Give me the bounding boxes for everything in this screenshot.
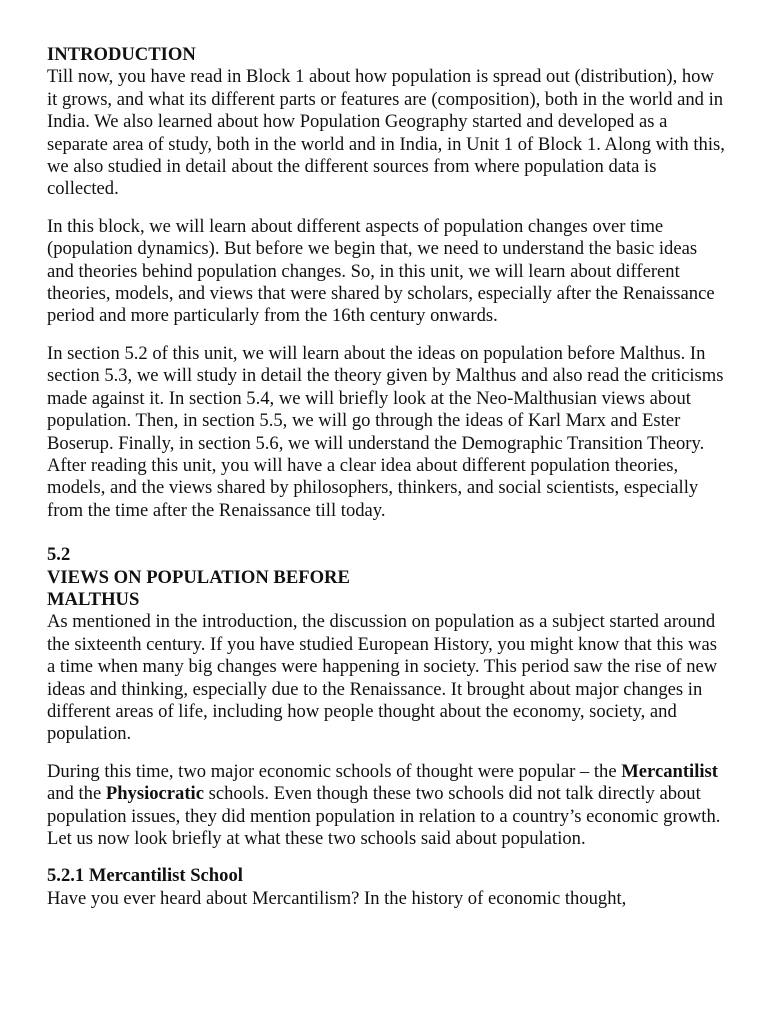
text-run: and the [47,783,106,805]
intro-paragraph-3: In section 5.2 of this unit, we will learn about the ideas on population before Malthus. In section 5.3, we will study in detail the theory given by Malthus and also read the criticisms made against it. In section 5.4, we will briefly look at the Neo-Malthusian views about population. Then, in section 5.5, we will go through the ideas of Karl Marx and Ester Boserup. Finally, in section 5.6, we will understand the Demographic Transition Theory. After reading this unit, you will have a clear idea about different population theories, models, and the views shared by philosophers, thinkers, and social scientists, especially from the time after the Renaissance till today. [47,342,724,521]
section-title-line-2: MALTHUS [47,588,140,610]
text-run: schools. Even though these two schools did not talk directly about population issues, they did mention population in relation to a country’s economic growth. Let us now look briefly at what these two schools said about population. [47,783,721,849]
text-run: During this time, two major economic schools of thought were popular – the [47,760,622,782]
physiocratic-term: Physiocratic [105,783,204,805]
introduction-heading: INTRODUCTION [47,44,196,65]
section-number: 5.2 [47,544,71,566]
subsection-paragraph-1: Have you ever heard about Mercantilism? In the history of economic thought, [47,887,627,909]
section-paragraph-2 [47,761,727,851]
intro-paragraph-1: Till now, you have read in Block 1 about how population is spread out (distribution), how it grows, and what its different parts or features are (composition), both in the world and in India. We also learned about how Population Geography started and developed as a separate area of study, both in the world and in India, in Unit 1 of Block 1. Along with this, we also studied in detail about the different sources from where population data is collected. [47,66,725,200]
subsection-heading: 5.2.1 Mercantilist School [47,865,243,887]
section-paragraph-1: As mentioned in the introduction, the discussion on population as a subject started around the sixteenth century. If you have studied European History, you might know that this was a time when many big changes were happening in society. This period saw the rise of new ideas and thinking, especially due to the Renaissance. It brought about major changes in different areas of life, including how people thought about the economy, society, and population. [47,611,718,745]
mercantilist-term: Mercantilist [621,760,718,782]
document-page [47,44,727,910]
section-title-line-1: VIEWS ON POPULATION BEFORE [47,566,350,588]
intro-paragraph-2: In this block, we will learn about different aspects of population changes over time (population dynamics). But before we begin that, we need to understand the basic ideas and theories behind population changes. So, in this unit, we will learn about different theories, models, and views that were shared by scholars, especially after the Renaissance period and more particularly from the 16th century onwards. [47,215,715,327]
